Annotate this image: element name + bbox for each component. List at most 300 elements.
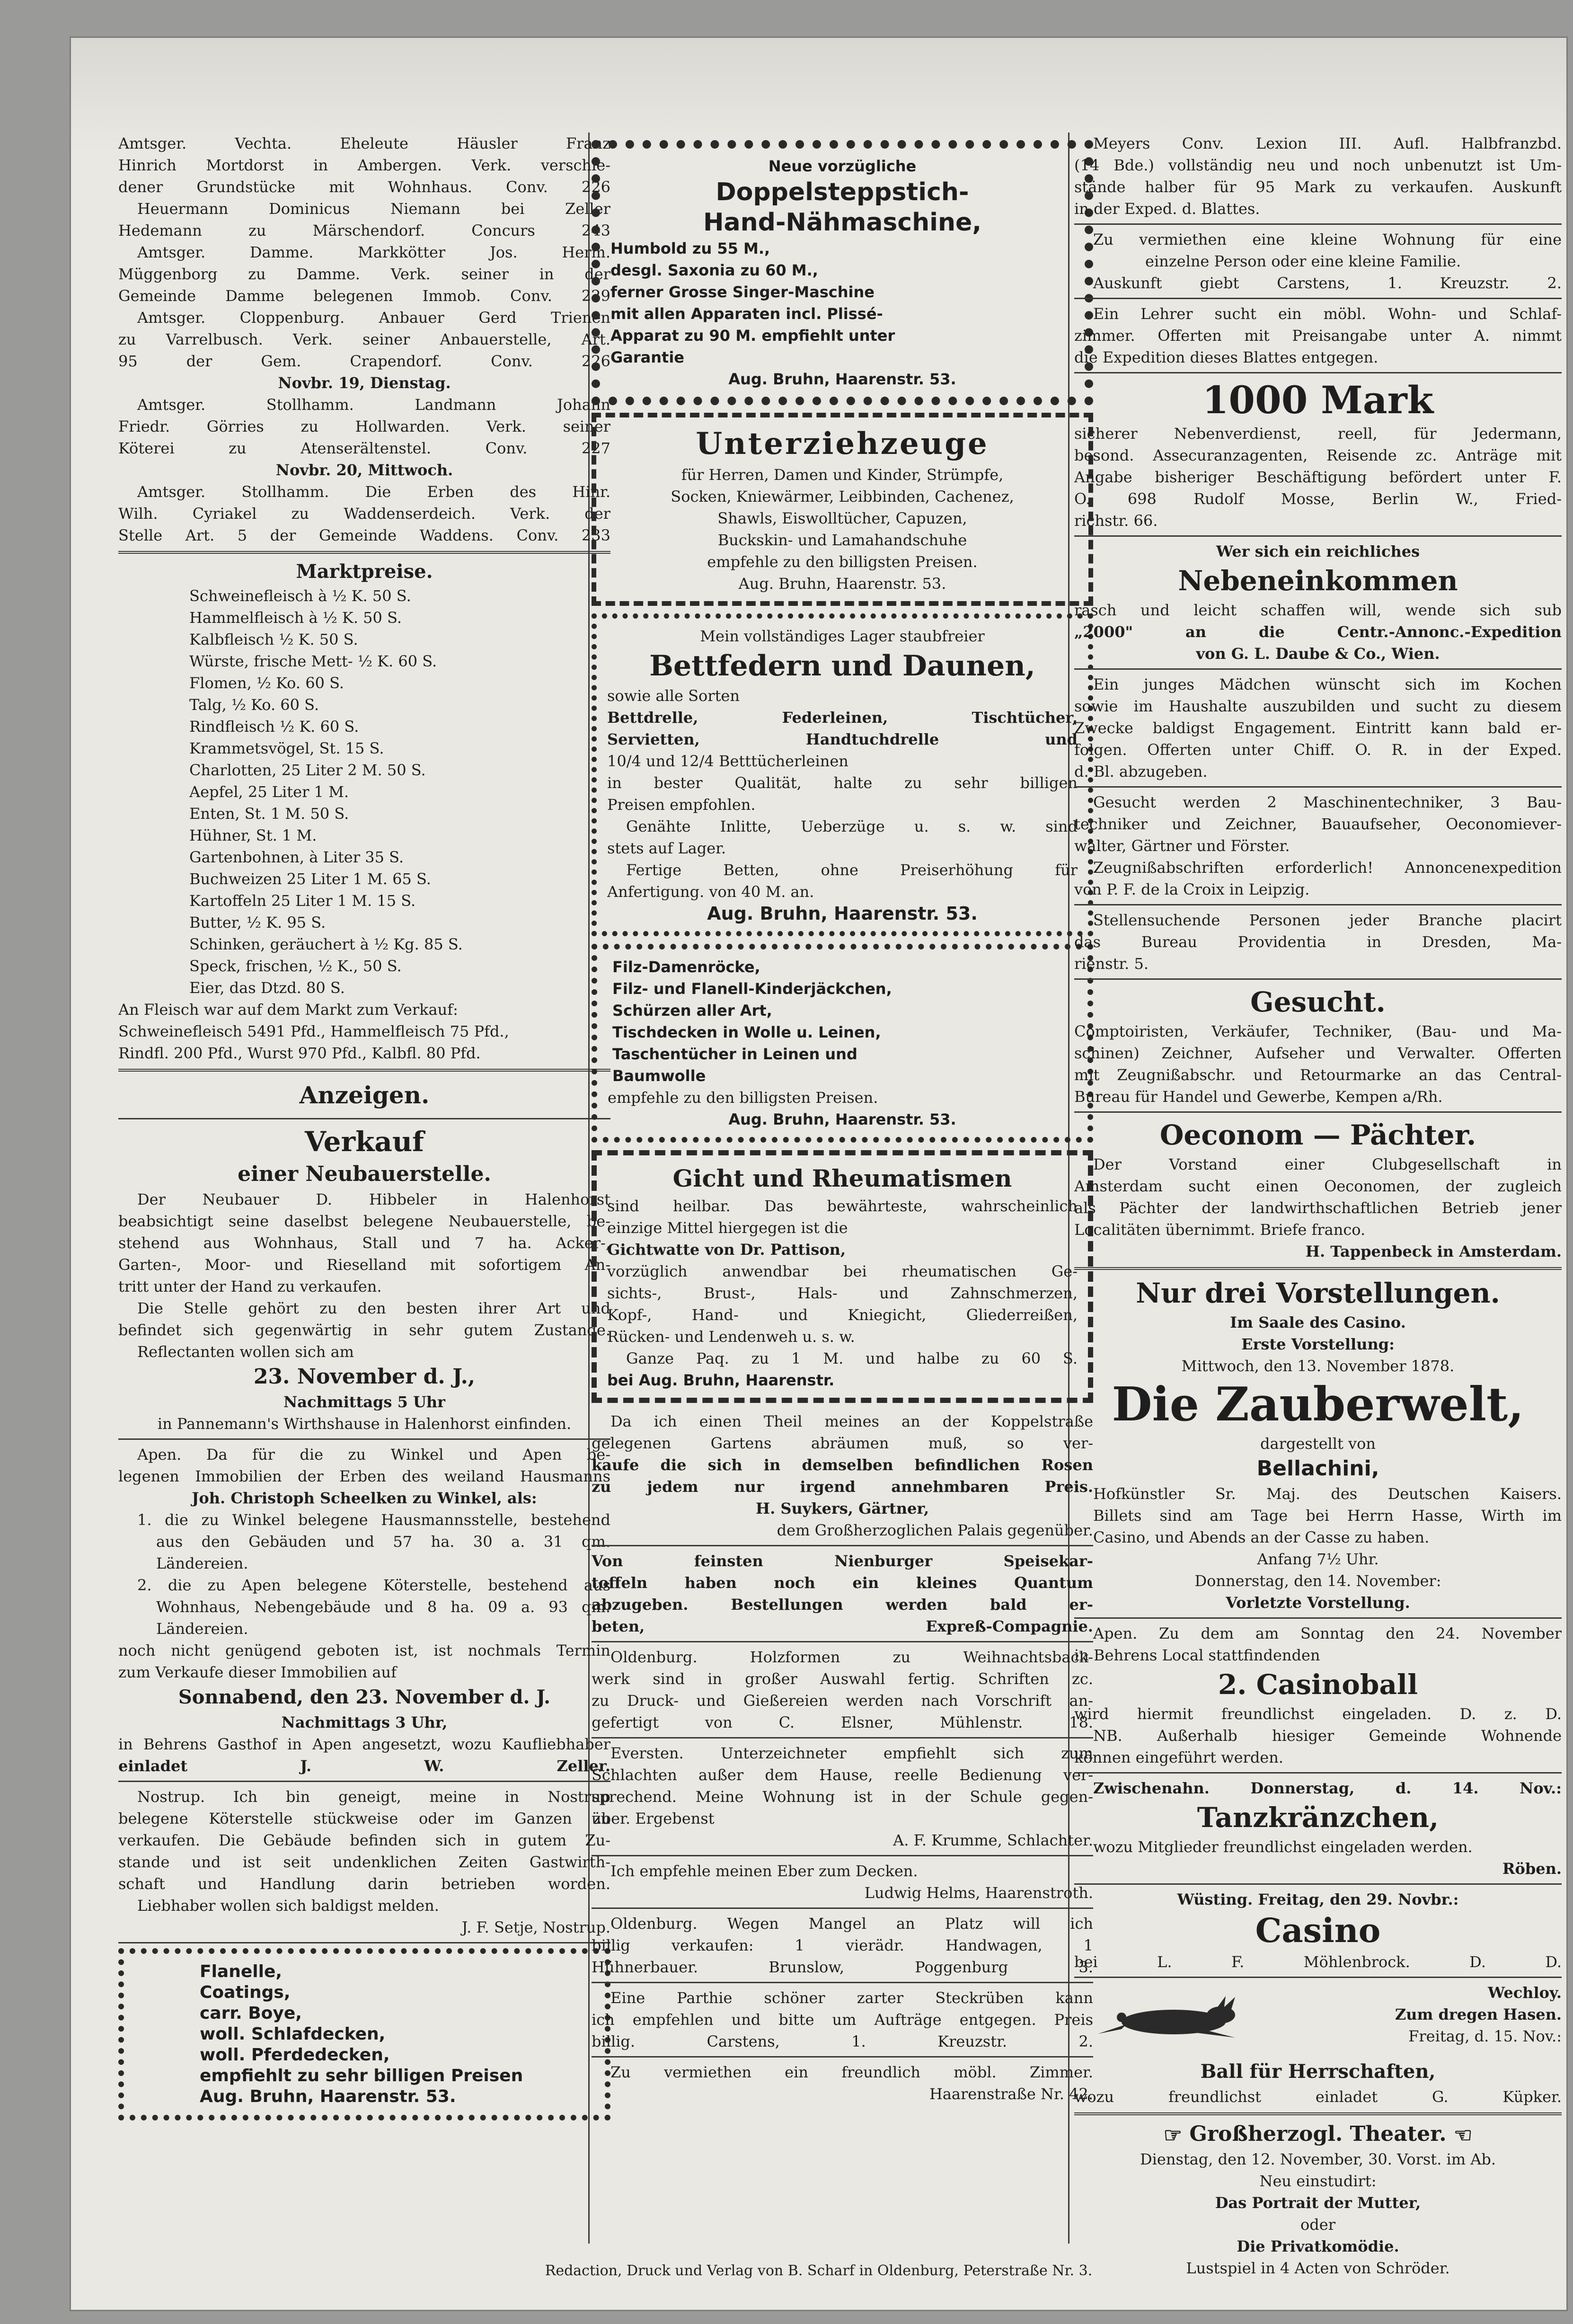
text-line: Localitäten übernimmt. Briefe franco. xyxy=(1074,1221,1366,1239)
price-line: Enten, St. 1 M. 50 S. xyxy=(189,805,349,823)
text-line: von G. L. Daube & Co., Wien. xyxy=(1196,645,1440,663)
divider xyxy=(1074,1617,1562,1619)
text-line: Liebhaber wollen sich baldigst melden. xyxy=(137,1897,439,1915)
listing-line: Hinrich Mortdorst in Ambergen. Verk. verschie- xyxy=(118,156,610,174)
ad-dance-body xyxy=(1074,1836,1562,1880)
price-line: Talg, ½ Ko. 60 S. xyxy=(189,696,319,714)
text-line: Freitag, d. 15. Nov.: xyxy=(1408,2027,1562,2045)
text-line: Eine Parthie schöner zarter Steckrüben kann xyxy=(610,1989,1093,2007)
ad-theater-title xyxy=(1074,2120,1562,2148)
ad-nostrup-body xyxy=(118,1786,610,1938)
text-line: Auskunft giebt Carstens, 1. Kreuzstr. 2. xyxy=(1093,274,1562,292)
divider xyxy=(1074,223,1562,225)
divider xyxy=(1074,1111,1562,1113)
text-line: Baumwolle xyxy=(612,1067,706,1085)
text-line: folgen. Offerten unter Chiff. O. R. in der Exped. xyxy=(1074,741,1562,759)
market-prices-footer xyxy=(118,999,610,1064)
divider xyxy=(118,1781,610,1782)
pointing-hand-icon: ☞ xyxy=(1163,2123,1183,2147)
ad-sale-time: Nachmittags 5 Uhr xyxy=(283,1393,445,1411)
listing-line: Amtsger. Damme. Markkötter Jos. Herm. xyxy=(137,243,610,261)
text-line: sprechend. Meine Wohnung ist in der Schule gegen- xyxy=(592,1788,1093,1806)
ad-wood-moulds xyxy=(592,1646,1093,1733)
text-line: einzige Mittel hiergegen ist die xyxy=(607,1219,848,1237)
ad-feathers-body xyxy=(607,685,1078,903)
divider xyxy=(1074,904,1562,905)
text-line: Rücken- und Lendenweh u. s. w. xyxy=(607,1328,855,1346)
text-line: in bester Qualität, halte zu sehr billigen xyxy=(607,774,1078,792)
text-line: Mittwoch, den 13. November 1878. xyxy=(1181,1357,1455,1375)
text-line: toffeln haben noch ein kleines Quantum xyxy=(592,1574,1093,1592)
divider xyxy=(592,2056,1093,2058)
price-line: Flomen, ½ Ko. 60 S. xyxy=(189,674,345,692)
ad-theater-title-text: Großherzogl. Theater. xyxy=(1189,2122,1447,2146)
text-line: woll. Schlafdecken, xyxy=(200,2024,386,2044)
text-line: Bettdrelle, Federleinen, Tischtücher, xyxy=(607,709,1078,727)
divider xyxy=(1074,298,1562,299)
text-line: Casino, und Abends an der Casse zu haben. xyxy=(1093,1528,1430,1546)
text-line: Nostrup. Ich bin geneigt, meine in Nostrup xyxy=(137,1788,610,1806)
ads-heading: Anzeigen. xyxy=(299,1081,430,1109)
text-line: Joh. Christoph Scheelken zu Winkel, als: xyxy=(192,1489,537,1507)
ad-gout-signature: bei Aug. Bruhn, Haarenstr. xyxy=(607,1371,835,1389)
text-line: Flanelle, xyxy=(200,1962,283,1981)
price-line: Hammelfleisch à ½ K. 50 S. xyxy=(189,609,402,627)
ad-shows-body xyxy=(1074,1312,1562,1377)
ad-wechloy xyxy=(1297,1982,1562,2047)
text-line: Dienstag, den 12. November, 30. Vorst. im Ab. xyxy=(1140,2150,1496,2168)
divider xyxy=(1074,668,1562,670)
listing-line: Amtsger. Stollhamm. Landmann Johann xyxy=(137,396,610,414)
text-line: stets auf Lager. xyxy=(607,839,726,857)
ad-oeconom-title: Oeconom — Pächter. xyxy=(1159,1119,1476,1151)
ad-hare-block xyxy=(1074,1982,1562,2058)
text-line: Die Privatkomödie. xyxy=(1237,2237,1399,2255)
divider xyxy=(1074,535,1562,537)
text-line: einzelne Person oder eine kleine Familie. xyxy=(1145,252,1461,270)
text-line: Von feinsten Nienburger Speisekar- xyxy=(592,1552,1093,1570)
ad-wanted-technicians xyxy=(1074,791,1562,900)
text-line: ferner Grosse Singer-Maschine xyxy=(610,283,875,301)
text-line: Apparat zu 90 M. empfiehlt unter xyxy=(610,327,895,345)
text-line: Schlachten außer dem Hause, reelle Bedienung ver- xyxy=(592,1766,1093,1784)
ad-lexicon xyxy=(1074,133,1562,220)
text-line: Ludwig Helms, Haarenstroth. xyxy=(864,1884,1093,1902)
ad-sale-body xyxy=(118,1189,610,1363)
text-line: zum Verkaufe dieser Immobilien auf xyxy=(118,1663,397,1681)
listing-line: Wilh. Cyriakel zu Waddenserdeich. Verk. der xyxy=(118,505,610,523)
text-line: noch nicht genügend geboten ist, ist nochmals Termin xyxy=(118,1641,610,1659)
ad-casinoball-intro xyxy=(1074,1623,1562,1666)
price-line: Kartoffeln 25 Liter 1 M. 15 S. xyxy=(189,892,416,910)
text-line: kaufe die sich in demselben befindlichen Rosen xyxy=(592,1456,1093,1474)
price-line: Rindfleisch ½ K. 60 S. xyxy=(189,718,359,736)
listing-line: dener Grundstücke mit Wohnhaus. Conv. 226 xyxy=(118,178,610,196)
ad-wanted-body xyxy=(1074,1020,1562,1108)
ad-garden xyxy=(592,1410,1093,1541)
text-line: empfehle zu den billigsten Preisen. xyxy=(707,553,978,571)
ad-sewing-body xyxy=(610,238,1074,368)
text-line: die Expedition dieses Blattes entgegen. xyxy=(1074,348,1379,366)
ad-sewing-l2: Doppelsteppstich- xyxy=(716,178,969,206)
text-line: A. F. Krumme, Schlachter. xyxy=(893,1831,1093,1849)
text-line: das Bureau Providentia in Dresden, Ma- xyxy=(1074,933,1562,951)
text-line: Garantie xyxy=(610,348,684,366)
text-line: zu jedem nur irgend annehmbaren Preis. xyxy=(592,1478,1093,1496)
text-line: Servietten, Handtuchdrelle und xyxy=(607,730,1078,748)
ad-felt-list xyxy=(608,956,1077,1087)
ad-sale-subtitle: einer Neubauerstelle. xyxy=(238,1162,491,1186)
price-line: Kalbfleisch ½ K. 50 S. xyxy=(189,630,358,648)
price-line: Schweinefleisch à ½ K. 50 S. xyxy=(189,587,411,605)
text-line: Ein junges Mädchen wünscht sich im Kochen xyxy=(1093,675,1562,693)
text-line: aus den Gebäuden und 57 ha. 30 a. 31 qm. xyxy=(156,1533,610,1551)
text-line: Ganze Paq. zu 1 M. und halbe zu 60 S. xyxy=(626,1349,1078,1367)
ad-room-rent xyxy=(592,2061,1093,2105)
ad-flat-rent xyxy=(1074,229,1562,294)
text-line: 1. die zu Winkel belegene Hausmannsstelle, bestehend xyxy=(137,1511,610,1529)
text-line: dem Großherzoglichen Palais gegenüber. xyxy=(777,1521,1093,1539)
divider xyxy=(1074,1883,1562,1885)
text-line: Coatings, xyxy=(200,1983,291,2002)
ad-income-l1: Wer sich ein reichliches xyxy=(1216,542,1420,560)
text-line: 2. die zu Apen belegene Köterstelle, bestehend aus xyxy=(137,1576,610,1594)
market-note-line: An Fleisch war auf dem Markt zum Verkauf: xyxy=(118,1001,458,1019)
ad-wechloy-signature: wozu freundlichst einladet G. Küpker. xyxy=(1074,2088,1562,2106)
text-line: Shawls, Eiswolltücher, Capuzen, xyxy=(717,509,967,527)
market-note-line: Rindfl. 200 Pfd., Wurst 970 Pfd., Kalbfl. 80 Pfd. xyxy=(118,1044,481,1062)
divider xyxy=(118,1942,610,1943)
text-line: carr. Boye, xyxy=(200,2004,302,2023)
text-line: dargestellt von xyxy=(1260,1435,1376,1453)
text-line: Meyers Conv. Lexion III. Aufl. Halbfranzbd. xyxy=(1093,134,1562,152)
text-line: Röben. xyxy=(1502,1860,1562,1878)
text-line: oder xyxy=(1300,2216,1335,2234)
ad-shows-title: Nur drei Vorstellungen. xyxy=(1136,1277,1500,1309)
divider xyxy=(1074,2112,1562,2115)
listing-line: Friedr. Görries zu Hollwarden. Verk. seiner xyxy=(118,417,610,435)
column-left xyxy=(118,133,610,2128)
ad-sale-date: 23. November d. J., xyxy=(253,1365,476,1389)
market-prices-list xyxy=(118,585,610,999)
text-line: (14 Bde.) vollständig neu und noch unbenutzt ist Um- xyxy=(1074,156,1562,174)
price-line: Eier, das Dtzd. 80 S. xyxy=(189,979,345,997)
text-line: Gichtwatte von Dr. Pattison, xyxy=(607,1241,846,1259)
text-line: Humbold zu 55 M., xyxy=(610,239,770,257)
text-line: gelegenen Gartens abräumen muß, so ver- xyxy=(592,1434,1093,1452)
ad-casinoball-body xyxy=(1074,1703,1562,1768)
newspaper-page xyxy=(71,38,1566,2310)
text-line: Oldenburg. Holzformen zu Weihnachtsback- xyxy=(610,1648,1093,1666)
ad-butcher xyxy=(592,1742,1093,1851)
price-line: Würste, frische Mett- ½ K. 60 S. xyxy=(189,652,437,670)
ad-girl xyxy=(1074,674,1562,782)
text-line: Der Vorstand einer Clubgesellschaft in xyxy=(1093,1155,1562,1173)
text-line: befindet sich gegenwärtig in sehr gutem Zustande. xyxy=(118,1321,610,1339)
text-line: Aug. Bruhn, Haarenstr. 53. xyxy=(200,2087,456,2106)
ad-teacher xyxy=(1074,303,1562,368)
divider xyxy=(592,1545,1093,1546)
text-line: Zu vermiethen ein freundlich möbl. Zimmer. xyxy=(610,2063,1093,2081)
ad-gout-title: Gicht und Rheumatismen xyxy=(672,1164,1012,1192)
text-line: in der Exped. d. Blattes. xyxy=(1074,200,1260,218)
text-line: Erste Vorstellung: xyxy=(1241,1335,1395,1353)
column-right xyxy=(1074,133,1562,2279)
ad-gout xyxy=(592,1150,1093,1403)
text-line: Filz-Damenröcke, xyxy=(612,958,760,976)
text-line: Das Portrait der Mutter, xyxy=(1215,2194,1421,2212)
listing-line: Müggenborg zu Damme. Verk. seiner in der xyxy=(118,265,610,283)
text-line: werk sind in großer Auswahl fertig. Schriften zc. xyxy=(592,1670,1093,1688)
ad-underwear-title: Unterziehzeuge xyxy=(696,426,989,461)
text-line: Reflectanten wollen sich am xyxy=(137,1343,354,1361)
ad-feathers xyxy=(592,613,1093,936)
price-line: Speck, frischen, ½ K., 50 S. xyxy=(189,957,402,975)
text-line: Vorletzte Vorstellung. xyxy=(1226,1594,1410,1612)
divider xyxy=(592,1982,1093,1983)
ad-boar xyxy=(592,1860,1093,1904)
market-note-line: Schweinefleisch 5491 Pfd., Hammelfleisch 75 Pfd., xyxy=(118,1022,509,1040)
text-line: Neu einstudirt: xyxy=(1259,2172,1377,2190)
ad-sewing-l1: Neue vorzügliche xyxy=(768,157,917,175)
text-line: Filz- und Flanell-Kinderjäckchen, xyxy=(612,980,892,998)
text-line: Anfang 7½ Uhr. xyxy=(1257,1550,1379,1568)
text-line: sichts-, Brust-, Hals- und Zahnschmerzen, xyxy=(607,1284,1078,1302)
text-line: desgl. Saxonia zu 60 M., xyxy=(610,261,818,279)
ad-apen-time: Nachmittags 3 Uhr, xyxy=(281,1713,448,1731)
price-line: Hühner, St. 1 M. xyxy=(189,826,317,844)
text-line: Wechloy. xyxy=(1488,1984,1562,2002)
text-line: NB. Außerhalb hiesiger Gemeinde Wohnende xyxy=(1093,1727,1562,1745)
divider xyxy=(118,1438,610,1440)
text-line: Garten-, Moor- und Rieselland mit sofortigem An- xyxy=(118,1256,610,1274)
auction-listings xyxy=(118,133,610,546)
text-line: tritt unter der Hand zu verkaufen. xyxy=(118,1277,382,1295)
ad-flannel-list xyxy=(143,1961,586,2107)
hare-icon xyxy=(1093,1996,1254,2039)
ad-feathers-title: Bettfedern und Daunen, xyxy=(649,649,1035,683)
text-line: Ein Lehrer sucht ein möbl. Wohn- und Schlaf- xyxy=(1093,305,1562,323)
ad-underwear xyxy=(592,413,1093,606)
text-line: Apen. Zu dem am Sonntag den 24. November xyxy=(1093,1624,1562,1642)
ad-wechloy-ball: Ball für Herrschaften, xyxy=(1200,2060,1436,2083)
text-line: Gesucht werden 2 Maschinentechniker, 3 Bau- xyxy=(1093,793,1562,811)
text-line: Oldenburg. Wegen Mangel an Platz will ich xyxy=(610,1915,1093,1933)
text-line: vorzüglich anwendbar bei rheumatischen Ge- xyxy=(607,1262,1078,1280)
divider xyxy=(1074,978,1562,980)
listing-line: Gemeinde Damme belegenen Immob. Conv. 229 xyxy=(118,287,610,305)
ad-1000-mark-title: 1000 Mark xyxy=(1202,378,1434,422)
listing-line: Köterei zu Atenserältenstel. Conv. 227 xyxy=(118,439,610,457)
text-line: für Herren, Damen und Kinder, Strümpfe, xyxy=(681,466,1004,484)
price-line: Butter, ½ K. 95 S. xyxy=(189,914,326,931)
text-line: als Pächter der landwirthschaftlichen Betrieb jener xyxy=(1074,1199,1562,1217)
ad-turnips xyxy=(592,1987,1093,2052)
price-line: Buchweizen 25 Liter 1 M. 65 S. xyxy=(189,870,431,888)
ad-magic-performer: Bellachini, xyxy=(1256,1456,1379,1481)
text-line: mit allen Apparaten incl. Plissé- xyxy=(610,305,883,323)
ad-income-title: Nebeneinkommen xyxy=(1178,565,1458,597)
ad-apen-date: Sonnabend, den 23. November d. J. xyxy=(178,1686,551,1708)
text-line: verkaufen. Die Gebäude befinden sich in gutem Zu- xyxy=(118,1831,610,1849)
price-line: Gartenbohnen, à Liter 35 S. xyxy=(189,848,404,866)
text-line: techniker und Zeichner, Bauaufseher, Oeconomiever- xyxy=(1074,815,1562,833)
price-line: Krammetsvögel, St. 15 S. xyxy=(189,739,384,757)
text-line: schinen) Zeichner, Aufseher und Verwalter. Offerten xyxy=(1074,1044,1562,1062)
text-line: zu Druck- und Gießereien werden nach Vorschrift an- xyxy=(592,1692,1093,1710)
text-line: besond. Assecuranzagenten, Reisende zc. Anträge mit xyxy=(1074,446,1562,464)
price-line: Charlotten, 25 Liter 2 M. 50 S. xyxy=(189,761,426,779)
text-line: Angabe bisheriger Beschäftigung befördert unter F. xyxy=(1074,468,1562,486)
text-line: über. Ergebenst xyxy=(592,1810,715,1827)
text-line: Bureau für Handel und Gewerbe, Kempen a/Rh. xyxy=(1074,1088,1443,1106)
listing-line: Amtsger. Cloppenburg. Anbauer Gerd Trienen xyxy=(137,309,610,327)
ad-sewing-signature: Aug. Bruhn, Haarenstr. 53. xyxy=(728,370,956,388)
text-line: sowie alle Sorten xyxy=(607,687,740,705)
divider xyxy=(592,1855,1093,1856)
text-line: empfiehlt zu sehr billigen Preisen xyxy=(200,2066,523,2085)
ad-gout-body xyxy=(607,1195,1078,1369)
text-line: können eingeführt werden. xyxy=(1074,1748,1284,1766)
text-line: Eversten. Unterzeichneter empfiehlt sich zum xyxy=(610,1744,1093,1762)
divider xyxy=(1074,1267,1562,1270)
text-line: Donnerstag, den 14. November: xyxy=(1194,1572,1441,1590)
text-line: Apen. Da für die zu Winkel und Apen be- xyxy=(137,1446,610,1464)
text-line: Genähte Inlitte, Ueberzüge u. s. w. sind xyxy=(626,817,1078,835)
divider xyxy=(1074,1772,1562,1774)
listing-line: Novbr. 20, Mittwoch. xyxy=(275,461,453,479)
listing-line: Amtsger. Vechta. Eheleute Häusler Franz xyxy=(118,134,610,152)
text-line: O. 698 Rudolf Mosse, Berlin W., Fried- xyxy=(1074,490,1562,508)
ad-casinoball-title: 2. Casinoball xyxy=(1218,1668,1418,1701)
text-line: Ländereien. xyxy=(156,1620,248,1638)
text-line: sowie im Haushalte auszubilden und sucht zu diesem xyxy=(1074,697,1562,715)
text-line: schaft und Handlung darin betrieben worden. xyxy=(118,1875,610,1893)
text-line: stände halber für 95 Mark zu verkaufen. Auskunft xyxy=(1074,178,1562,196)
text-line: stande und ist seit undenklichen Zeiten Gastwirth- xyxy=(118,1853,610,1871)
ad-magic-title: Die Zauberwelt, xyxy=(1112,1377,1524,1432)
text-line: legenen Immobilien der Erben des weiland Hausmanns xyxy=(118,1467,610,1485)
text-line: Wohnhaus, Nebengebäude und 8 ha. 09 a. 93 qm. xyxy=(156,1598,610,1616)
divider xyxy=(1074,786,1562,788)
divider xyxy=(592,1737,1093,1739)
text-line: Amsterdam sucht einen Oeconomen, der zugleich xyxy=(1074,1177,1562,1195)
ad-sewing-machine xyxy=(592,140,1093,405)
text-line: mit Zeugnißabschr. und Retourmarke an das Central- xyxy=(1074,1066,1562,1084)
market-prices-title: Marktpreise. xyxy=(296,560,433,583)
text-line: belegene Köterstelle stückweise oder im Ganzen zu xyxy=(118,1810,610,1827)
text-line: Im Saale des Casino. xyxy=(1230,1313,1406,1331)
text-line: Billets sind am Tage bei Herrn Hasse, Wirth im xyxy=(1093,1507,1562,1525)
text-line: Zu vermiethen eine kleine Wohnung für eine xyxy=(1093,231,1562,248)
text-line: walter, Gärtner und Förster. xyxy=(1074,837,1290,855)
text-line: Da ich einen Theil meines an der Koppelstraße xyxy=(610,1412,1093,1430)
text-line: in Behrens Local stattfindenden xyxy=(1074,1646,1320,1664)
text-line: billig verkaufen: 1 vierädr. Handwagen, 1 xyxy=(592,1936,1093,1954)
ad-theater-body xyxy=(1074,2148,1562,2279)
text-line: Buckskin- und Lamahandschuhe xyxy=(717,531,967,549)
ad-magic-body xyxy=(1074,1483,1562,1614)
text-line: stehend aus Wohnhaus, Stall und 7 ha. Acker-, xyxy=(118,1234,610,1252)
listing-line: Hedemann zu Märschendorf. Concurs 243 xyxy=(118,222,610,239)
text-line: Hühnerbauer. Brunslow, Poggenburg 3. xyxy=(592,1958,1093,1976)
text-line: H. Tappenbeck in Amsterdam. xyxy=(1305,1242,1562,1260)
ad-apen-end: in Behrens Gasthof in Apen angesetzt, wozu Kaufliebhaber xyxy=(118,1735,610,1753)
ad-flannel-box xyxy=(118,1948,610,2120)
ad-feathers-l1: Mein vollständiges Lager staubfreier xyxy=(700,627,985,645)
text-line: Zeugnißabschriften erforderlich! Annoncenexpedition xyxy=(1093,859,1562,877)
text-line: woll. Pferdedecken, xyxy=(200,2045,390,2065)
ad-income-body xyxy=(1074,599,1562,665)
text-line: Ich empfehle meinen Eber zum Decken. xyxy=(610,1862,918,1880)
text-line: Stellensuchende Personen jeder Branche placirt xyxy=(1093,911,1562,929)
ad-felt-signature: Aug. Bruhn, Haarenstr. 53. xyxy=(728,1110,956,1128)
text-line: Kopf-, Hand- und Kniegicht, Gliederreißen, xyxy=(607,1306,1078,1324)
text-line: Preisen empfohlen. xyxy=(607,796,756,814)
price-line: Aepfel, 25 Liter 1 M. xyxy=(189,783,349,801)
ad-handcart xyxy=(592,1913,1093,1978)
text-line: wozu Mitglieder freundlichst eingeladen werden. xyxy=(1093,1838,1473,1856)
text-line: Lustspiel in 4 Acten von Schröder. xyxy=(1186,2259,1450,2277)
listing-line: 95 der Gem. Crapendorf. Conv. 226 xyxy=(118,352,610,370)
text-line: sicherer Nebenverdienst, reell, für Jedermann, xyxy=(1074,425,1562,443)
text-line: wird hiermit freundlichst eingeladen. D. z. D. xyxy=(1074,1705,1562,1723)
text-line: Aug. Bruhn, Haarenstr. 53. xyxy=(738,575,946,593)
divider xyxy=(118,551,610,554)
ad-feathers-signature: Aug. Bruhn, Haarenstr. 53. xyxy=(707,903,978,924)
text-line: Tischdecken in Wolle u. Leinen, xyxy=(612,1023,881,1041)
pointing-hand-icon: ☜ xyxy=(1453,2123,1473,2147)
listing-line: Heuermann Dominicus Niemann bei Zeller xyxy=(137,200,610,218)
text-line: H. Suykers, Gärtner, xyxy=(755,1499,929,1517)
text-line: abzugeben. Bestellungen werden bald er- xyxy=(592,1596,1093,1614)
listing-line: Amtsger. Stollhamm. Die Erben des Hinr. xyxy=(137,483,610,501)
text-line: Der Neubauer D. Hibbeler in Halenhorst xyxy=(137,1190,610,1208)
listing-line: zu Varrelbusch. Verk. seiner Anbauerstelle, Art. xyxy=(118,330,610,348)
ad-felt-l7: empfehle zu den billigsten Preisen. xyxy=(608,1089,878,1107)
ad-sale-title: Verkauf xyxy=(304,1126,424,1158)
listing-line: Stelle Art. 5 der Gemeinde Waddens. Conv. 233 xyxy=(118,526,610,544)
ad-potatoes xyxy=(592,1550,1093,1637)
ad-felt xyxy=(592,944,1093,1143)
ad-wuesting-signature: bei L. F. Möhlenbrock. D. D. xyxy=(1074,1953,1562,1971)
text-line: von P. F. de la Croix in Leipzig. xyxy=(1074,880,1310,898)
ad-wuesting-intro: Wüsting. Freitag, den 29. Novbr.: xyxy=(1177,1890,1459,1908)
ad-1000-mark-body xyxy=(1074,423,1562,532)
text-line: Hofkünstler Sr. Maj. des Deutschen Kaisers. xyxy=(1093,1485,1562,1503)
divider xyxy=(118,1118,610,1119)
text-line: ich empfehlen und bitte um Aufträge entgegen. Preis xyxy=(592,2011,1093,2029)
text-line: rienstr. 5. xyxy=(1074,955,1149,973)
text-line: Anfertigung. von 40 M. an. xyxy=(607,883,814,901)
ad-dance-intro: Zwischenahn. Donnerstag, d. 14. Nov.: xyxy=(1093,1779,1562,1797)
ad-oeconom-body xyxy=(1074,1153,1562,1262)
text-line: billig. Carstens, 1. Kreuzstr. 2. xyxy=(592,2032,1093,2050)
text-line: beten, Expreß-Compagnie. xyxy=(592,1617,1093,1635)
ad-underwear-body xyxy=(607,464,1078,594)
ad-wanted-title: Gesucht. xyxy=(1250,986,1386,1018)
divider xyxy=(1074,372,1562,373)
text-line: richstr. 66. xyxy=(1074,512,1158,530)
ad-sale-place: in Pannemann's Wirthshause in Halenhorst einfinden. xyxy=(157,1415,572,1433)
text-line: „2000" an die Centr.-Annonc.-Expedition xyxy=(1074,623,1562,641)
text-line: Zwecke baldigst Engagement. Eintritt kann bald er- xyxy=(1074,719,1562,737)
ad-sewing-l3: Hand-Nähmaschine, xyxy=(703,208,981,237)
text-line: beabsichtigt seine daselbst belegene Neubauerstelle, be- xyxy=(118,1212,610,1230)
text-line: sind heilbar. Das bewährteste, wahrscheinlich xyxy=(607,1197,1078,1215)
ad-magic-by xyxy=(1074,1433,1562,1455)
text-line: J. F. Setje, Nostrup. xyxy=(461,1918,610,1936)
